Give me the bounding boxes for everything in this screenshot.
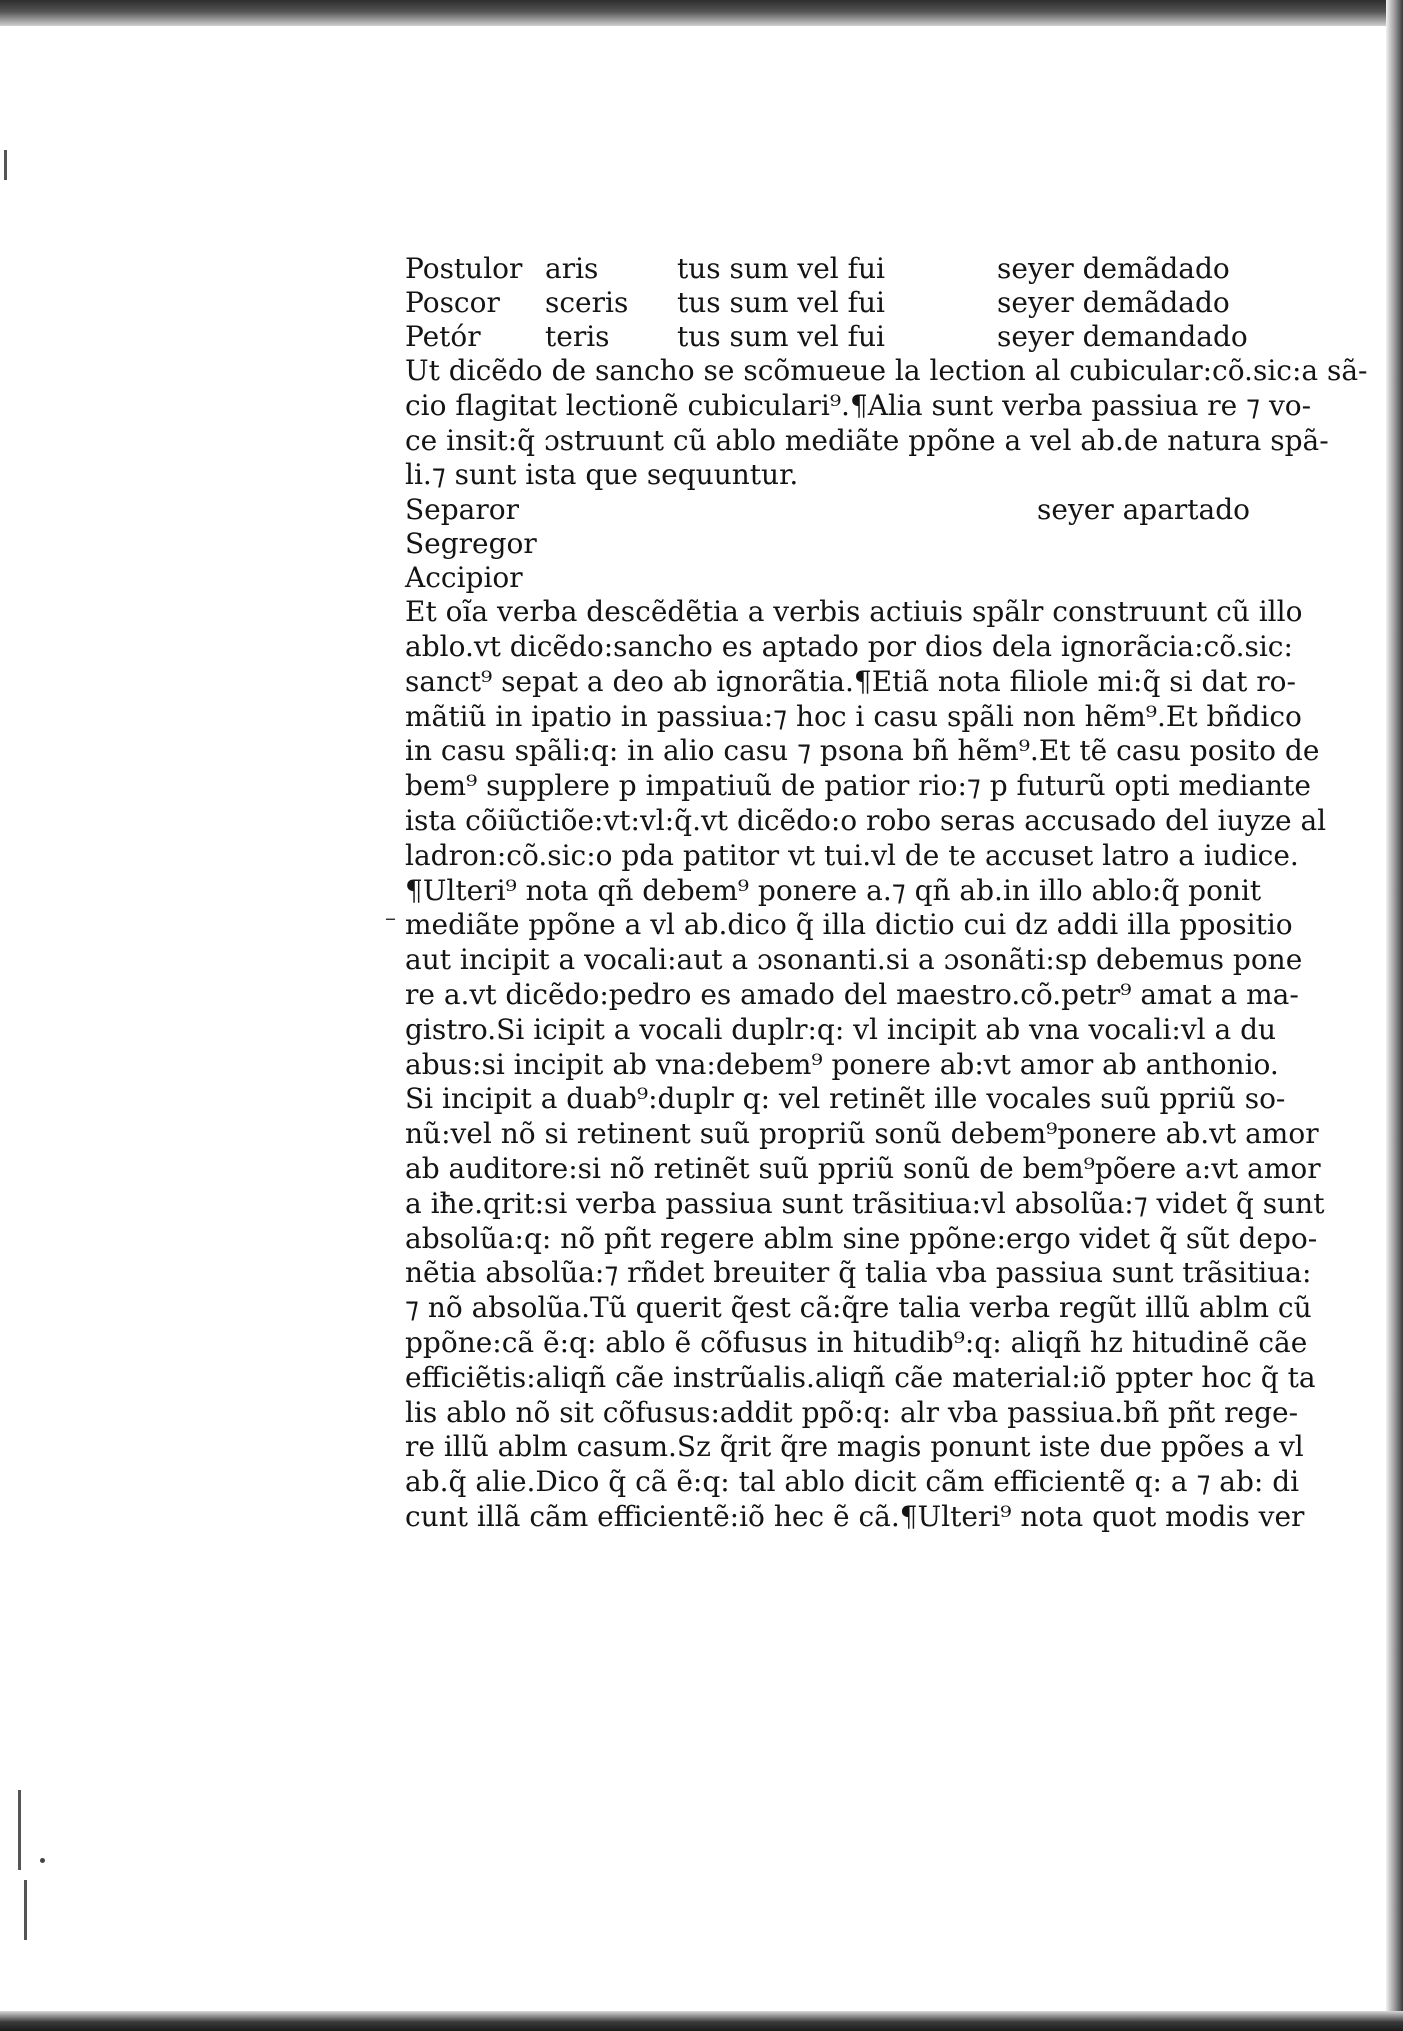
verb-table [405,252,1255,354]
verb-list [405,493,1255,595]
margin-mark [4,150,7,180]
ending-cell: teris [545,320,610,353]
scan-border-top [0,0,1403,26]
text-line: bem⁹ supplere p impatiuũ de patior rio:⁊ p futurũ opti mediante [405,769,1311,803]
text-line: ppõne:cã ẽ:q: ablo ẽ cõfusus in hitudib⁹:q: aliqñ hz hitudinẽ cãe [405,1325,1308,1359]
list-item [405,493,1255,527]
text-line: li.⁊ sunt ista que sequuntur. [405,458,799,492]
margin-mark [24,1880,27,1940]
text-line: absolũa:q: nõ pñt regere ablm sine ppõne:ergo videt q̃ sũt depo- [405,1221,1318,1255]
page-text [405,252,1368,1535]
text-line: re illũ ablm casum.Sz q̃rit q̃re magis ponunt iste due ppões a vl [405,1430,1304,1464]
text-line: cio flagitat lectionẽ cubiculari⁹.¶Alia sunt verba passiua re ⁊ vo- [405,388,1312,422]
verb-cell: Poscor [405,286,500,319]
verb-cell: Petór [405,320,481,353]
list-item [405,561,1255,595]
text-line: ab auditore:si nõ retinẽt suũ ppriũ sonũ de bem⁹põere a:vt amor [405,1151,1321,1185]
gloss-cell: seyer demãdado [997,252,1230,285]
text-line: Et oĩa verba descẽdẽtia a verbis actiuis spãlr construunt cũ illo [405,595,1303,629]
list-gloss: seyer apartado [1037,493,1251,527]
text-line: Ut dicẽdo de sancho se scõmueue la lection al cubicular:cõ.sic:a sã- [405,354,1368,387]
ink-speck [40,1858,45,1863]
perfect-cell: tus sum vel fui [677,252,886,285]
text-line: re a.vt dicẽdo:pedro es amado del maestro.cõ.petr⁹ amat a ma- [405,977,1299,1011]
verb-cell: Postulor [405,252,523,285]
ending-cell: sceris [545,286,629,319]
text-line: nũ:vel nõ si retinent suũ propriũ sonũ debem⁹ponere ab.vt amor [405,1117,1319,1151]
scan-border-right [1386,0,1403,2031]
list-verb: Segregor [405,527,537,561]
list-item [405,527,1255,561]
text-line: in casu spãli:q: in alio casu ⁊ psona bñ hẽm⁹.Et tẽ casu posito de [405,734,1320,768]
perfect-cell: tus sum vel fui [677,286,886,319]
text-line: ⁊ nõ absolũa.Tũ querit q̃est cã:q̃re talia verba regũt illũ ablm cũ [405,1291,1312,1325]
text-line: abus:si incipit ab vna:debem⁹ ponere ab:vt amor ab anthonio. [405,1047,1279,1081]
margin-mark [18,1790,21,1870]
text-line: mãtiũ in ipatio in passiua:⁊ hoc i casu spãli non hẽm⁹.Et bñdico [405,699,1302,733]
text-line: sanct⁹ sepat a deo ab ignorãtia.¶Etiã nota filiole mi:q̃ si dat ro- [405,664,1296,698]
text-line: ¶Ulteri⁹ nota qñ debem⁹ ponere a.⁊ qñ ab.in illo ablo:q̃ ponit [405,873,1262,907]
perfect-cell: tus sum vel fui [677,320,886,353]
margin-pointer-icon: – [385,906,396,931]
text-line: lis ablo nõ sit cõfusus:addit ppõ:q: alr vba passiua.bñ pñt rege- [405,1395,1299,1429]
text-line: nẽtia absolũa:⁊ rñdet breuiter q̃ talia vba passiua sunt trãsitiua: [405,1256,1312,1290]
list-verb: Separor [405,493,519,527]
paragraph [405,354,1368,493]
ending-cell: aris [545,252,599,285]
table-row [405,252,1255,286]
text-line: efficiẽtis:aliqñ cãe instrũalis.aliqñ cãe material:iõ ppter hoc q̃ ta [405,1360,1316,1394]
text-line: gistro.Si icipit a vocali duplr:q: vl incipit ab vna vocali:vl a du [405,1012,1277,1046]
list-verb: Accipior [405,561,523,595]
gloss-cell: seyer demãdado [997,286,1230,319]
gloss-cell: seyer demandado [997,320,1248,353]
text-line: ablo.vt dicẽdo:sancho es aptado por dios dela ignorãcia:cõ.sic: [405,629,1293,663]
text-line: Si incipit a duab⁹:duplr q: vel retinẽt ille vocales suũ ppriũ so- [405,1082,1286,1116]
text-line: a iħe.qrit:si verba passiua sunt trãsitiua:vl absolũa:⁊ videt q̃ sunt [405,1186,1325,1220]
table-row [405,286,1255,320]
scan-border-bottom [0,2011,1403,2031]
text-line: ista cõiũctiõe:vt:vl:q̃.vt dicẽdo:o robo seras accusado del iuyze al [405,803,1327,837]
text-line: aut incipit a vocali:aut a ɔsonanti.si a ɔsonãti:sp debemus pone [405,943,1303,977]
text-line: ab.q̃ alie.Dico q̃ cã ẽ:q: tal ablo dicit cãm efficientẽ q: a ⁊ ab: di [405,1465,1300,1499]
paragraph [405,595,1327,1535]
text-line: cunt illã cãm efficientẽ:iõ hec ẽ cã.¶Ulteri⁹ nota quot modis ver [405,1499,1305,1533]
text-line: ce insit:q̃ ɔstruunt cũ ablo mediãte ppõne a vel ab.de natura spã- [405,423,1329,457]
table-row [405,320,1255,354]
text-line: ladron:cõ.sic:o pda patitor vt tui.vl de te accuset latro a iudice. [405,838,1299,872]
text-line: mediãte ppõne a vl ab.dico q̃ illa dictio cui dz addi illa ppositio [405,908,1293,942]
